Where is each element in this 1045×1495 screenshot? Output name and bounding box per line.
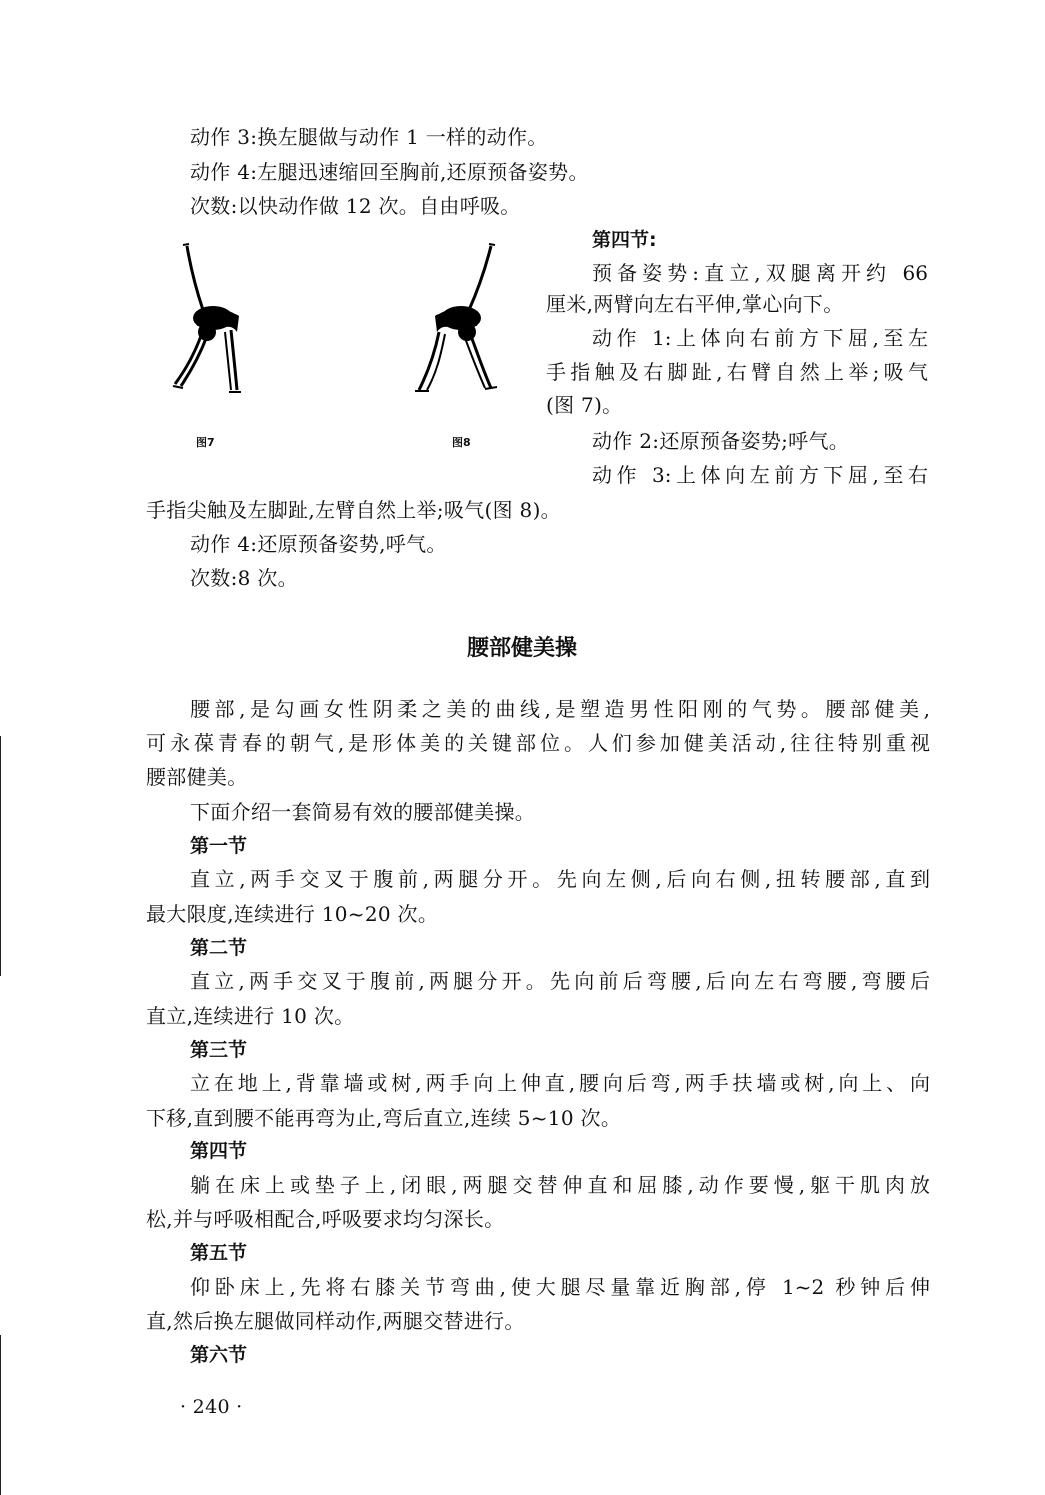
text-line: 手指尖触及左脚趾,左臂自然上举;吸气(图 8)。 bbox=[146, 498, 561, 522]
paragraph-line: 下移,直到腰不能再弯为止,弯后直立,连续 5~10 次。 bbox=[146, 1106, 622, 1130]
section-heading: 第五节 bbox=[190, 1242, 248, 1264]
text-line: 动作 4:左腿迅速缩回至胸前,还原预备姿势。 bbox=[190, 160, 589, 184]
figure-7-caption: 图7 bbox=[196, 436, 215, 449]
text-line: 动作 3:换左腿做与动作 1 一样的动作。 bbox=[190, 125, 548, 149]
scan-edge-line bbox=[0, 736, 1, 976]
section-heading: 第二节 bbox=[190, 937, 248, 959]
article-title: 腰部健美操 bbox=[467, 636, 578, 661]
paragraph-line: 直,然后换左腿做同样动作,两腿交替进行。 bbox=[146, 1309, 525, 1333]
text-line: 手指触及右脚趾,右臂自然上举;吸气 bbox=[546, 360, 928, 384]
text-line: 预备姿势:直立,双腿离开约 66 bbox=[592, 261, 928, 285]
paragraph-line: 躺在床上或垫子上,闭眼,两腿交替伸直和屈膝,动作要慢,躯干肌肉放 bbox=[190, 1173, 930, 1197]
page-number: · 240 · bbox=[180, 1396, 243, 1418]
text-line: 次数:以快动作做 12 次。自由呼吸。 bbox=[190, 194, 521, 218]
paragraph-line: 直立,两手交叉于腹前,两腿分开。先向左侧,后向右侧,扭转腰部,直到 bbox=[190, 867, 930, 891]
paragraph-line: 下面介绍一套简易有效的腰部健美操。 bbox=[190, 800, 536, 824]
section-heading: 第六节 bbox=[190, 1344, 248, 1366]
paragraph-line: 立在地上,背靠墙或树,两手向上伸直,腰向后弯,两手扶墙或树,向上、向 bbox=[190, 1071, 930, 1095]
text-line: 动作 3:上体向左前方下屈,至右 bbox=[592, 463, 928, 487]
paragraph-line: 最大限度,连续进行 10~20 次。 bbox=[146, 902, 439, 926]
paragraph-line: 可永葆青春的朝气,是形体美的关键部位。人们参加健美活动,往往特别重视 bbox=[146, 731, 930, 755]
text-line: 厘米,两臂向左右平伸,掌心向下。 bbox=[546, 292, 844, 316]
text-line: 次数:8 次。 bbox=[190, 566, 298, 590]
figure-8-illustration bbox=[405, 240, 515, 400]
section-heading: 第四节 bbox=[190, 1140, 248, 1162]
text-line: 动作 2:还原预备姿势;呼气。 bbox=[592, 429, 850, 453]
section-heading: 第四节: bbox=[592, 229, 657, 251]
scan-edge-line bbox=[0, 1335, 1, 1495]
paragraph-line: 腰部,是勾画女性阴柔之美的曲线,是塑造男性阳刚的气势。腰部健美, bbox=[190, 697, 930, 721]
text-line: 动作 1:上体向右前方下屈,至左 bbox=[592, 326, 928, 350]
paragraph-line: 直立,两手交叉于腹前,两腿分开。先向前后弯腰,后向左右弯腰,弯腰后 bbox=[190, 969, 930, 993]
text-line: (图 7)。 bbox=[546, 393, 623, 417]
paragraph-line: 松,并与呼吸相配合,呼吸要求均匀深长。 bbox=[146, 1207, 505, 1231]
figure-7-illustration bbox=[165, 240, 275, 400]
paragraph-line: 仰卧床上,先将右膝关节弯曲,使大腿尽量靠近胸部,停 1~2 秒钟后伸 bbox=[190, 1275, 930, 1299]
paragraph-line: 腰部健美。 bbox=[146, 765, 248, 789]
figure-8-caption: 图8 bbox=[452, 436, 471, 449]
section-heading: 第一节 bbox=[190, 835, 248, 857]
text-line: 动作 4:还原预备姿势,呼气。 bbox=[190, 532, 447, 556]
paragraph-line: 直立,连续进行 10 次。 bbox=[146, 1004, 355, 1028]
section-heading: 第三节 bbox=[190, 1039, 248, 1061]
